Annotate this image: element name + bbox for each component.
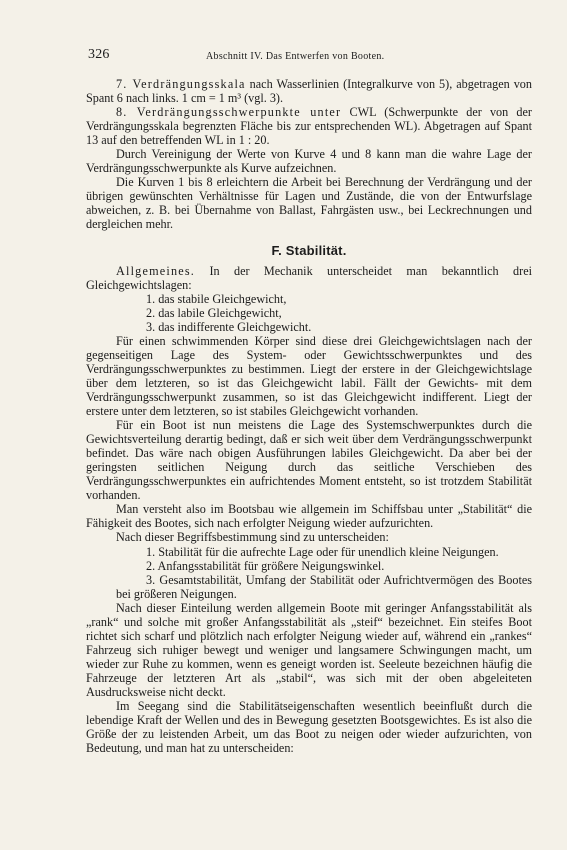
term-verdraengungsskala: 7. Verdrängungsskala bbox=[116, 77, 246, 91]
list-item-stabilitaet-1: 1. Stabilität für die aufrechte Lage oder für unendlich kleine Neigungen. bbox=[146, 544, 499, 559]
page-number: 326 bbox=[88, 47, 110, 62]
paragraph-rank-steif: Nach dieser Einteilung werden allgemein Boote mit geringer Anfangsstabilität als „rank“ und solche mit großer Anfangsstabilität als „steif“ bezeichnet. Ein steifes Boot richtet sich scharf und plötzlich nach erfolgter Neigung wieder auf, während ein „rankes“ Fahrzeug sich ruhiger bewegt und weniger und langsamere Schwingungen macht, um wieder zur Ruhe zu kommen, wenn es geneigt worden ist. Seeleute bezeichnen häufig die Fahrzeuge der letzteren Art als „stabil“, was sich mit der oben abgeleiteten Ausdrucksweise nicht deckt. bbox=[86, 600, 532, 699]
paragraph-unterscheidung: Nach dieser Begriffsbestimmung sind zu unterscheiden: bbox=[116, 530, 389, 545]
list-item-stabilitaet-3: 3. Gesamtstabilität, Umfang der Stabilität oder Aufrichtvermögen des Bootes bei größeren Neigungen. bbox=[116, 572, 532, 601]
running-head: Abschnitt IV. Das Entwerfen von Booten. bbox=[206, 51, 385, 62]
paragraph-allgemeines bbox=[86, 264, 532, 292]
paragraph-kurven-arbeit: Die Kurven 1 bis 8 erleichtern die Arbeit bei Berechnung der Verdrängung und der übrigen gewünschten Verhältnisse für Lagen und Zustände, die von der Entwurfslage abweichen, z. B. bei Übernahme von Ballast, Fahrgästen usw., bei Leckrechnungen und dergleichen mehr. bbox=[86, 175, 532, 232]
paragraph-stabilitaet-definition: Man versteht also im Bootsbau wie allgemein im Schiffsbau unter „Stabilität“ die Fähigkeit des Bootes, sich nach erfolgter Neigung wieder aufzurichten. bbox=[86, 502, 532, 531]
paragraph-verdraengungsschwerpunkte bbox=[86, 105, 532, 147]
list-item-gleichgewicht-3: 3. das indifferente Gleichgewicht. bbox=[146, 319, 312, 334]
section-title: F. Stabilität. bbox=[271, 242, 347, 258]
paragraph-systemschwerpunkt: Für ein Boot ist nun meistens die Lage des Systemschwerpunktes durch die Gewichtsverteilung derartig bedingt, daß er sich weit über dem Verdrängungsschwerpunkt befindet. Das wäre nach obigen Ausführungen labiles Gleichgewicht. Da aber bei der geringsten seitlichen Neigung durch das seitliche Verschieben des Verdrängungsschwerpunktes ein aufrichtendes Moment entsteht, so ist trotzdem Stabilität vorhanden. bbox=[86, 418, 532, 503]
term-allgemeines: Allgemeines. bbox=[116, 263, 196, 278]
list-item-gleichgewicht-2: 2. das labile Gleichgewicht, bbox=[146, 305, 282, 320]
paragraph-verdraengungsskala bbox=[86, 77, 532, 105]
paragraph-schwimmender-koerper: Für einen schwimmenden Körper sind diese drei Gleichgewichtslagen nach der gegenseitigen Lage des System- oder Gewichtsschwerpunktes und des Verdrängungsschwerpunktes zu bestimmen. Liegt der erstere in der Gleichgewichtslage über dem letzteren, so ist das Gleichgewicht labil. Fällt der Gewichts- mit dem Verdrängungsschwerpunkt zusammen, so ist das Gleichgewicht indifferent. Liegt der erstere unter dem letzteren, so ist stabiles Gleichgewicht vorhanden. bbox=[86, 333, 532, 419]
term-verdraengungsschwerpunkte: 8. Verdrängungsschwerpunkte unter bbox=[116, 105, 342, 120]
paragraph-allgemeines-text: In der Mechanik unterscheidet man bekanntlich drei Gleichgewichtslagen: bbox=[86, 263, 532, 292]
body-text bbox=[86, 77, 532, 755]
list-item-stabilitaet-2: 2. Anfangsstabilität für größere Neigungswinkel. bbox=[146, 558, 385, 573]
page-header bbox=[88, 47, 530, 67]
paragraph-verdraengungsschwerpunkte-text: CWL (Schwerpunkte der von der Verdrängungsskala begrenzten Fläche bis zur entsprechenden WL). Abgetragen auf Spant 13 auf den betreffenden WL in 1 : 20. bbox=[86, 105, 532, 148]
paragraph-seegang: Im Seegang sind die Stabilitätseigenschaften wesentlich beeinflußt durch die lebendige Kraft der Wellen und des in Bewegung gesetzten Bootsgewichtes. Es ist also die Größe der zu leistenden Arbeit, um das Boot zu neigen oder wieder aufzurichten, von Bedeutung, und man hat zu unterscheiden: bbox=[86, 699, 532, 756]
paragraph-kurvenvereinigung: Durch Vereinigung der Werte von Kurve 4 und 8 kann man die wahre Lage der Verdrängungsschwerpunkte als Kurve aufzeichnen. bbox=[86, 147, 532, 176]
list-item-gleichgewicht-1: 1. das stabile Gleichgewicht, bbox=[146, 291, 287, 306]
paragraph-verdraengungsskala-text: nach Wasserlinien (Integralkurve von 5), abgetragen von Spant 6 nach links. 1 cm = 1 m³ (vgl. 3). bbox=[86, 77, 532, 106]
